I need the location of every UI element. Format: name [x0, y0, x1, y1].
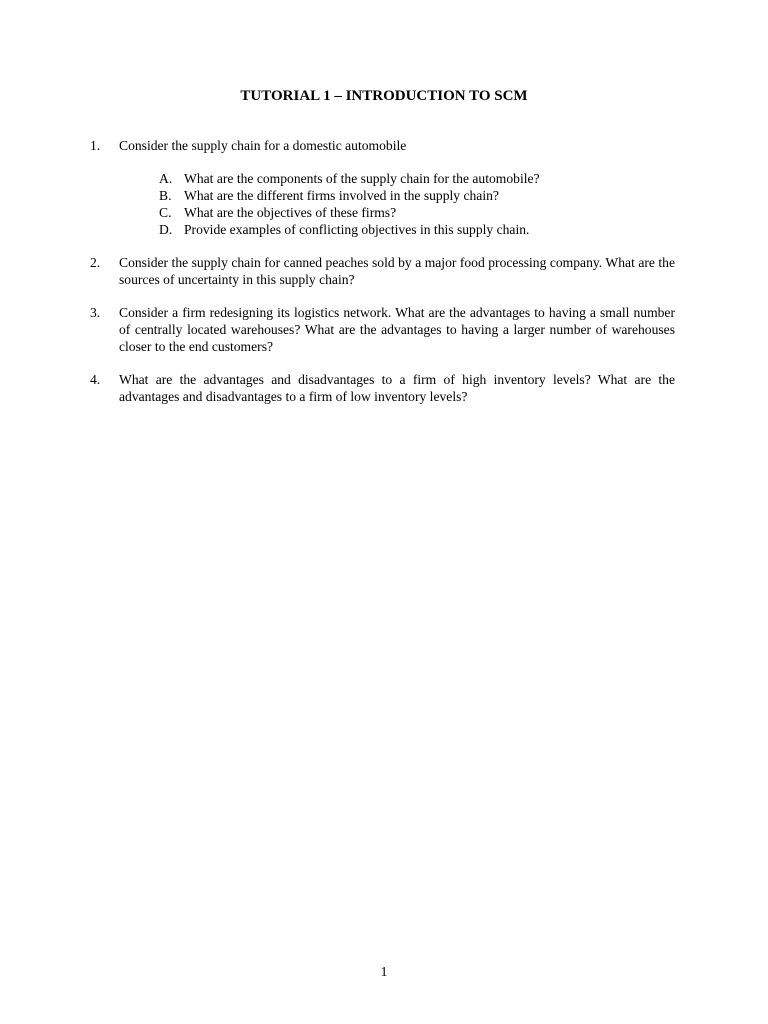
- sub-question-list: [119, 171, 675, 238]
- question-list: [90, 138, 675, 406]
- sub-question-letter: C.: [159, 204, 172, 220]
- sub-question-text: What are the components of the supply chain for the automobile?: [184, 171, 540, 187]
- page-title: TUTORIAL 1 – INTRODUCTION TO SCM: [240, 88, 528, 104]
- question-text: Consider the supply chain for canned peaches sold by a major food processing company. What are the sources of uncertainty in this supply chain?: [119, 255, 675, 287]
- question-number: 1.: [90, 138, 101, 153]
- question-text: Consider a firm redesigning its logistics network. What are the advantages to having a small number of centrally located warehouses? What are the advantages to having a larger number of warehouses closer to the end customers?: [119, 305, 675, 354]
- question-number: 3.: [90, 305, 101, 321]
- question-1: [90, 138, 675, 239]
- sub-question-letter: B.: [159, 188, 172, 204]
- sub-question-text: Provide examples of conflicting objectives in this supply chain.: [184, 221, 530, 237]
- sub-question-letter: D.: [159, 221, 173, 237]
- sub-question-text: What are the different firms involved in the supply chain?: [184, 188, 499, 204]
- question-4: [90, 372, 675, 406]
- page-number: 1: [380, 964, 388, 979]
- sub-question-letter: A.: [159, 171, 173, 187]
- sub-question-text: What are the objectives of these firms?: [184, 204, 397, 220]
- sub-question-d: [159, 222, 675, 239]
- sub-question-b: [159, 188, 675, 205]
- sub-question-a: [159, 171, 675, 188]
- question-2: [90, 255, 675, 289]
- question-number: 4.: [90, 372, 101, 388]
- sub-question-c: [159, 205, 675, 222]
- question-number: 2.: [90, 255, 101, 271]
- question-text: What are the advantages and disadvantages to a firm of high inventory levels? What are the advantages and disadvantages to a firm of low inventory levels?: [119, 372, 675, 405]
- question-3: [90, 305, 675, 355]
- question-text: Consider the supply chain for a domestic automobile: [119, 138, 407, 153]
